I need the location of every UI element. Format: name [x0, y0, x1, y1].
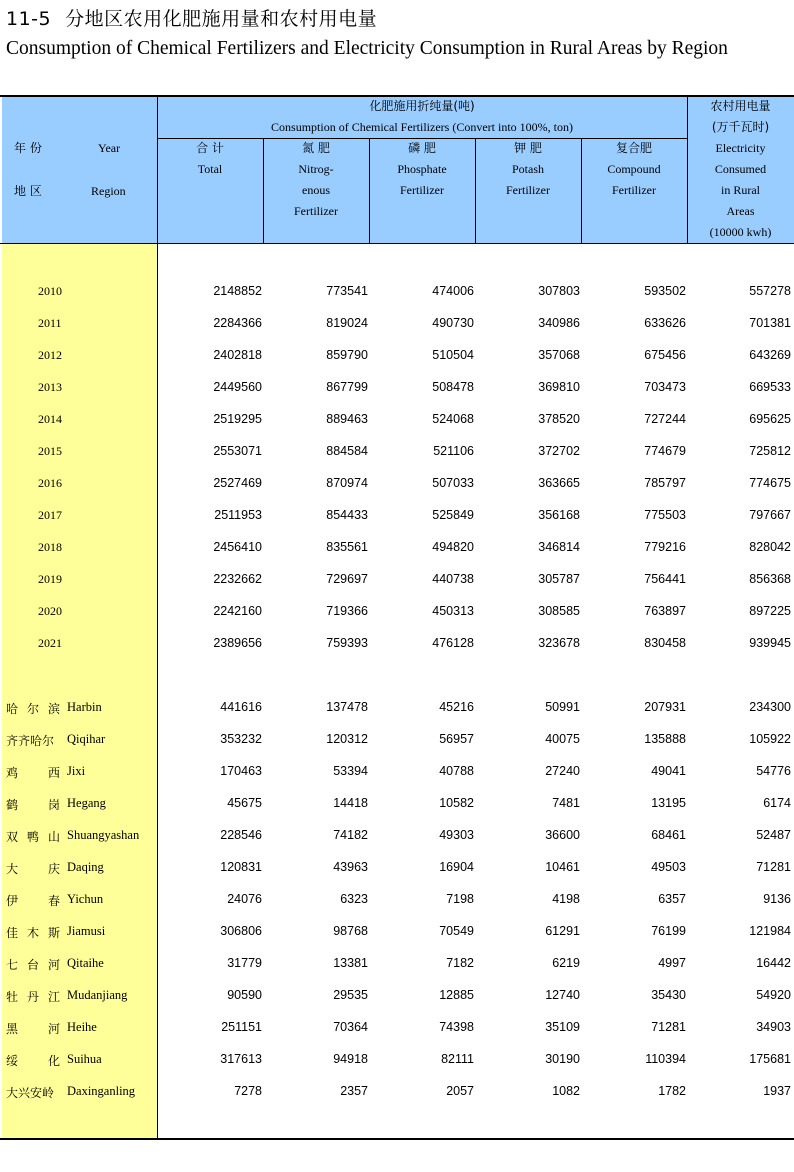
- table-cell: 71281: [756, 860, 791, 874]
- table-cell: 6174: [763, 796, 791, 810]
- table-cell: 675456: [644, 348, 686, 362]
- header-region-cn: 地 区: [14, 184, 42, 198]
- table-cell: 35430: [651, 988, 686, 1002]
- table-cell: 440738: [432, 572, 474, 586]
- table-cell: 507033: [432, 476, 474, 490]
- column-header: [581, 138, 687, 201]
- table-row: [0, 572, 794, 592]
- table-cell: 378520: [538, 412, 580, 426]
- table-cell: 1782: [658, 1084, 686, 1098]
- table-cell: 884584: [326, 444, 368, 458]
- table-cell: 346814: [538, 540, 580, 554]
- column-header-en: Nitrog-: [298, 162, 334, 176]
- region-name-en: Hegang: [67, 796, 106, 810]
- region-name-cn: 黑 河: [6, 1022, 60, 1036]
- year-label: 2012: [38, 348, 62, 362]
- region-name-cn: 大 庆: [6, 862, 60, 876]
- table-cell: 50991: [545, 700, 580, 714]
- electricity-header-line: (万千瓦时): [711, 120, 770, 134]
- header-group-cn: 化肥施用折纯量(吨): [369, 99, 475, 113]
- table-cell: 2242160: [213, 604, 262, 618]
- year-label: 2014: [38, 412, 62, 426]
- table-cell: 40075: [545, 732, 580, 746]
- table-cell: 228546: [220, 828, 262, 842]
- table-cell: 1937: [763, 1084, 791, 1098]
- table-cell: 306806: [220, 924, 262, 938]
- table-cell: 719366: [326, 604, 368, 618]
- column-header-en: Potash: [511, 162, 544, 176]
- table-cell: 785797: [644, 476, 686, 490]
- table-cell: 34903: [756, 1020, 791, 1034]
- region-name-en: Suihua: [67, 1052, 102, 1066]
- column-header: [157, 138, 263, 180]
- table-cell: 2057: [446, 1084, 474, 1098]
- region-name-en: Daqing: [67, 860, 104, 874]
- table-row: [0, 924, 794, 944]
- table-row: [0, 348, 794, 368]
- table-cell: 105922: [749, 732, 791, 746]
- year-label: 2016: [38, 476, 62, 490]
- table-cell: 835561: [326, 540, 368, 554]
- table-row: [0, 316, 794, 336]
- table-cell: 525849: [432, 508, 474, 522]
- table-cell: 29535: [333, 988, 368, 1002]
- table-cell: 27240: [545, 764, 580, 778]
- table-cell: 305787: [538, 572, 580, 586]
- table-cell: 2519295: [213, 412, 262, 426]
- table-cell: 120831: [220, 860, 262, 874]
- table-cell: 593502: [644, 284, 686, 298]
- column-header-cn: 复合肥: [615, 141, 652, 155]
- table-cell: 2357: [340, 1084, 368, 1098]
- table-cell: 70364: [333, 1020, 368, 1034]
- table-cell: 16442: [756, 956, 791, 970]
- table-cell: 54920: [756, 988, 791, 1002]
- table-cell: 870974: [326, 476, 368, 490]
- table-cell: 70549: [439, 924, 474, 938]
- table-cell: 856368: [749, 572, 791, 586]
- table-cell: 7198: [446, 892, 474, 906]
- table-bottom-rule: [0, 1138, 794, 1140]
- region-name-cn: 牡 丹 江: [6, 990, 60, 1004]
- table-cell: 703473: [644, 380, 686, 394]
- table-cell: 372702: [538, 444, 580, 458]
- column-header-en: Total: [197, 162, 223, 176]
- table-cell: 49303: [439, 828, 474, 842]
- page-title-cn: [6, 4, 377, 31]
- table-cell: 54776: [756, 764, 791, 778]
- region-name-en: Heihe: [67, 1020, 97, 1034]
- year-label: 2013: [38, 380, 62, 394]
- region-name-cn: 齐齐哈尔: [6, 734, 55, 748]
- table-cell: 12885: [439, 988, 474, 1002]
- table-cell: 16904: [439, 860, 474, 874]
- table-cell: 71281: [651, 1020, 686, 1034]
- table-cell: 61291: [545, 924, 580, 938]
- table-cell: 763897: [644, 604, 686, 618]
- table-cell: 120312: [326, 732, 368, 746]
- region-name-cn: 佳 木 斯: [6, 926, 60, 940]
- electricity-header-line: Electricity: [715, 141, 766, 155]
- table-cell: 68461: [651, 828, 686, 842]
- table-cell: 94918: [333, 1052, 368, 1066]
- table-cell: 474006: [432, 284, 474, 298]
- table-cell: 819024: [326, 316, 368, 330]
- electricity-header-line: (10000 kwh): [709, 225, 772, 239]
- table-cell: 859790: [326, 348, 368, 362]
- header-region-en: Region: [91, 184, 126, 198]
- region-name-cn: 鸡 西: [6, 766, 60, 780]
- table-row: [0, 284, 794, 304]
- electricity-header-line: Consumed: [714, 162, 767, 176]
- table-cell: 6219: [552, 956, 580, 970]
- table-row: [0, 444, 794, 464]
- table-cell: 49041: [651, 764, 686, 778]
- table-cell: 45216: [439, 700, 474, 714]
- column-header-cn: 合 计: [196, 141, 224, 155]
- table-cell: 2553071: [213, 444, 262, 458]
- region-name-en: Daxinganling: [67, 1084, 136, 1098]
- electricity-header-line: 农村用电量: [710, 99, 771, 113]
- table-cell: 14418: [333, 796, 368, 810]
- table-cell: 53394: [333, 764, 368, 778]
- table-cell: 74398: [439, 1020, 474, 1034]
- table-cell: 774679: [644, 444, 686, 458]
- table-cell: 30190: [545, 1052, 580, 1066]
- column-header: [369, 138, 475, 201]
- table-cell: 52487: [756, 828, 791, 842]
- page-title-en: Consumption of Chemical Fertilizers and Electricity Consumption in Rural Areas by Region: [6, 38, 728, 59]
- header-year-en: Year: [98, 141, 121, 155]
- table-row: [0, 476, 794, 496]
- table-cell: 643269: [749, 348, 791, 362]
- column-header-en: Fertilizer: [612, 183, 656, 197]
- table-row: [0, 1052, 794, 1072]
- table-cell: 36600: [545, 828, 580, 842]
- table-row: [0, 956, 794, 976]
- column-header-en: Fertilizer: [506, 183, 550, 197]
- column-header-cn: 钾 肥: [514, 141, 542, 155]
- column-header-en: Fertilizer: [294, 204, 338, 218]
- table-cell: 98768: [333, 924, 368, 938]
- table-cell: 369810: [538, 380, 580, 394]
- table-cell: 49503: [651, 860, 686, 874]
- table-cell: 45675: [227, 796, 262, 810]
- table-cell: 76199: [651, 924, 686, 938]
- table-cell: 10582: [439, 796, 474, 810]
- table-cell: 317613: [220, 1052, 262, 1066]
- table-cell: 31779: [227, 956, 262, 970]
- region-name-en: Jiamusi: [67, 924, 106, 938]
- region-name-en: Qitaihe: [67, 956, 104, 970]
- table-row: [0, 540, 794, 560]
- table-row: [0, 764, 794, 784]
- table-cell: 13381: [333, 956, 368, 970]
- table-cell: 521106: [433, 444, 474, 458]
- header-year-cn: 年 份: [14, 141, 42, 155]
- table-cell: 669533: [749, 380, 791, 394]
- table-cell: 2402818: [213, 348, 262, 362]
- table-cell: 363665: [538, 476, 580, 490]
- table-cell: 450313: [432, 604, 474, 618]
- table-cell: 779216: [644, 540, 686, 554]
- table-cell: 756441: [644, 572, 686, 586]
- table-cell: 889463: [326, 412, 368, 426]
- table-row: [0, 732, 794, 752]
- table-cell: 4997: [658, 956, 686, 970]
- table-cell: 121984: [749, 924, 791, 938]
- table-cell: 490730: [432, 316, 474, 330]
- table-cell: 830458: [644, 636, 686, 650]
- table-cell: 1082: [552, 1084, 580, 1098]
- table-cell: 175681: [749, 1052, 791, 1066]
- table-cell: 357068: [538, 348, 580, 362]
- table-row: [0, 380, 794, 400]
- region-name-cn: 哈 尔 滨: [6, 702, 60, 716]
- header-group-en: Consumption of Chemical Fertilizers (Convert into 100%, ton): [271, 120, 573, 134]
- table-cell: 867799: [326, 380, 368, 394]
- table-row: [0, 796, 794, 816]
- table-cell: 774675: [749, 476, 791, 490]
- table-cell: 2232662: [213, 572, 262, 586]
- table-cell: 10461: [545, 860, 580, 874]
- table-cell: 695625: [749, 412, 791, 426]
- column-header: [475, 138, 581, 201]
- table-cell: 633626: [644, 316, 686, 330]
- region-name-cn: 双 鸭 山: [6, 830, 60, 844]
- table-cell: 82111: [441, 1052, 474, 1066]
- table-cell: 135888: [644, 732, 686, 746]
- table-cell: 251151: [221, 1020, 262, 1034]
- table-cell: 207931: [644, 700, 686, 714]
- region-name-en: Mudanjiang: [67, 988, 128, 1002]
- table-row: [0, 1020, 794, 1040]
- table-cell: 2284366: [213, 316, 262, 330]
- table-cell: 897225: [749, 604, 791, 618]
- year-label: 2015: [38, 444, 62, 458]
- table-row: [0, 508, 794, 528]
- electricity-header-line: Areas: [726, 204, 755, 218]
- region-name-cn: 绥 化: [6, 1054, 60, 1068]
- table-cell: 90590: [227, 988, 262, 1002]
- header-electricity: [687, 96, 794, 243]
- table-row: [0, 604, 794, 624]
- table-cell: 729697: [326, 572, 368, 586]
- column-header-cn: 磷 肥: [408, 141, 436, 155]
- column-header-en: enous: [302, 183, 330, 197]
- region-name-cn: 七 台 河: [6, 958, 60, 972]
- table-cell: 854433: [326, 508, 368, 522]
- table-cell: 323678: [538, 636, 580, 650]
- table-cell: 2449560: [213, 380, 262, 394]
- region-name-cn: 伊 春: [6, 894, 60, 908]
- table-cell: 12740: [545, 988, 580, 1002]
- table-cell: 775503: [644, 508, 686, 522]
- table-cell: 727244: [644, 412, 686, 426]
- table-cell: 7481: [552, 796, 580, 810]
- table-cell: 2148852: [213, 284, 262, 298]
- region-name-en: Harbin: [67, 700, 102, 714]
- table-cell: 234300: [749, 700, 791, 714]
- table-cell: 441616: [220, 700, 262, 714]
- table-row: [0, 988, 794, 1008]
- table-cell: 2456410: [213, 540, 262, 554]
- table-cell: 725812: [749, 444, 791, 458]
- year-label: 2010: [38, 284, 62, 298]
- table-cell: 9136: [763, 892, 791, 906]
- electricity-header-line: in Rural: [721, 183, 760, 197]
- column-header-en: Fertilizer: [400, 183, 444, 197]
- table-cell: 510504: [432, 348, 474, 362]
- table-cell: 307803: [538, 284, 580, 298]
- table-row: [0, 892, 794, 912]
- column-header: [263, 138, 369, 222]
- table-cell: 74182: [333, 828, 368, 842]
- table-cell: 797667: [749, 508, 791, 522]
- table-cell: 40788: [439, 764, 474, 778]
- region-name-en: Yichun: [67, 892, 104, 906]
- table-row: [0, 1084, 794, 1104]
- table-cell: 476128: [432, 636, 474, 650]
- table-cell: 828042: [749, 540, 791, 554]
- table-cell: 939945: [749, 636, 791, 650]
- table-cell: 340986: [538, 316, 580, 330]
- table-number: 11-5: [6, 8, 52, 30]
- year-label: 2021: [38, 636, 62, 650]
- year-label: 2020: [38, 604, 62, 618]
- region-name-en: Jixi: [67, 764, 86, 778]
- table-cell: 24076: [227, 892, 262, 906]
- year-label: 2019: [38, 572, 62, 586]
- table-row: [0, 636, 794, 656]
- table-cell: 6357: [658, 892, 686, 906]
- table-cell: 2389656: [213, 636, 262, 650]
- table-row: [0, 828, 794, 848]
- table-cell: 773541: [326, 284, 368, 298]
- table-cell: 4198: [552, 892, 580, 906]
- table-cell: 759393: [326, 636, 368, 650]
- table-row: [0, 700, 794, 720]
- table-cell: 7278: [234, 1084, 262, 1098]
- table-cell: 353232: [220, 732, 262, 746]
- column-header-en: Compound: [607, 162, 661, 176]
- table-row: [0, 860, 794, 880]
- region-name-cn: 鹤 岗: [6, 798, 60, 812]
- region-name-cn: 大兴安岭: [6, 1086, 55, 1100]
- year-label: 2011: [38, 316, 62, 330]
- region-name-en: Shuangyashan: [67, 828, 140, 842]
- table-row: [0, 412, 794, 432]
- region-name-en: Qiqihar: [67, 732, 106, 746]
- table-cell: 356168: [538, 508, 580, 522]
- table-cell: 56957: [439, 732, 474, 746]
- table-cell: 508478: [432, 380, 474, 394]
- table-cell: 170463: [220, 764, 262, 778]
- table-cell: 137478: [326, 700, 368, 714]
- table-cell: 2527469: [213, 476, 262, 490]
- table-cell: 2511953: [214, 508, 262, 522]
- table-cell: 6323: [340, 892, 368, 906]
- table-cell: 524068: [432, 412, 474, 426]
- table-cell: 13195: [651, 796, 686, 810]
- column-header-en: Phosphate: [397, 162, 447, 176]
- table-cell: 494820: [432, 540, 474, 554]
- table-cell: 308585: [538, 604, 580, 618]
- title-cn-text: 分地区农用化肥施用量和农村用电量: [65, 8, 378, 30]
- year-label: 2018: [38, 540, 62, 554]
- year-label: 2017: [38, 508, 62, 522]
- header-bottom-line: [0, 243, 794, 244]
- table-cell: 701381: [749, 316, 791, 330]
- table-cell: 7182: [446, 956, 474, 970]
- table-cell: 110394: [645, 1052, 686, 1066]
- table-cell: 35109: [545, 1020, 580, 1034]
- column-header-cn: 氮 肥: [302, 141, 330, 155]
- table-cell: 43963: [333, 860, 368, 874]
- table-cell: 557278: [749, 284, 791, 298]
